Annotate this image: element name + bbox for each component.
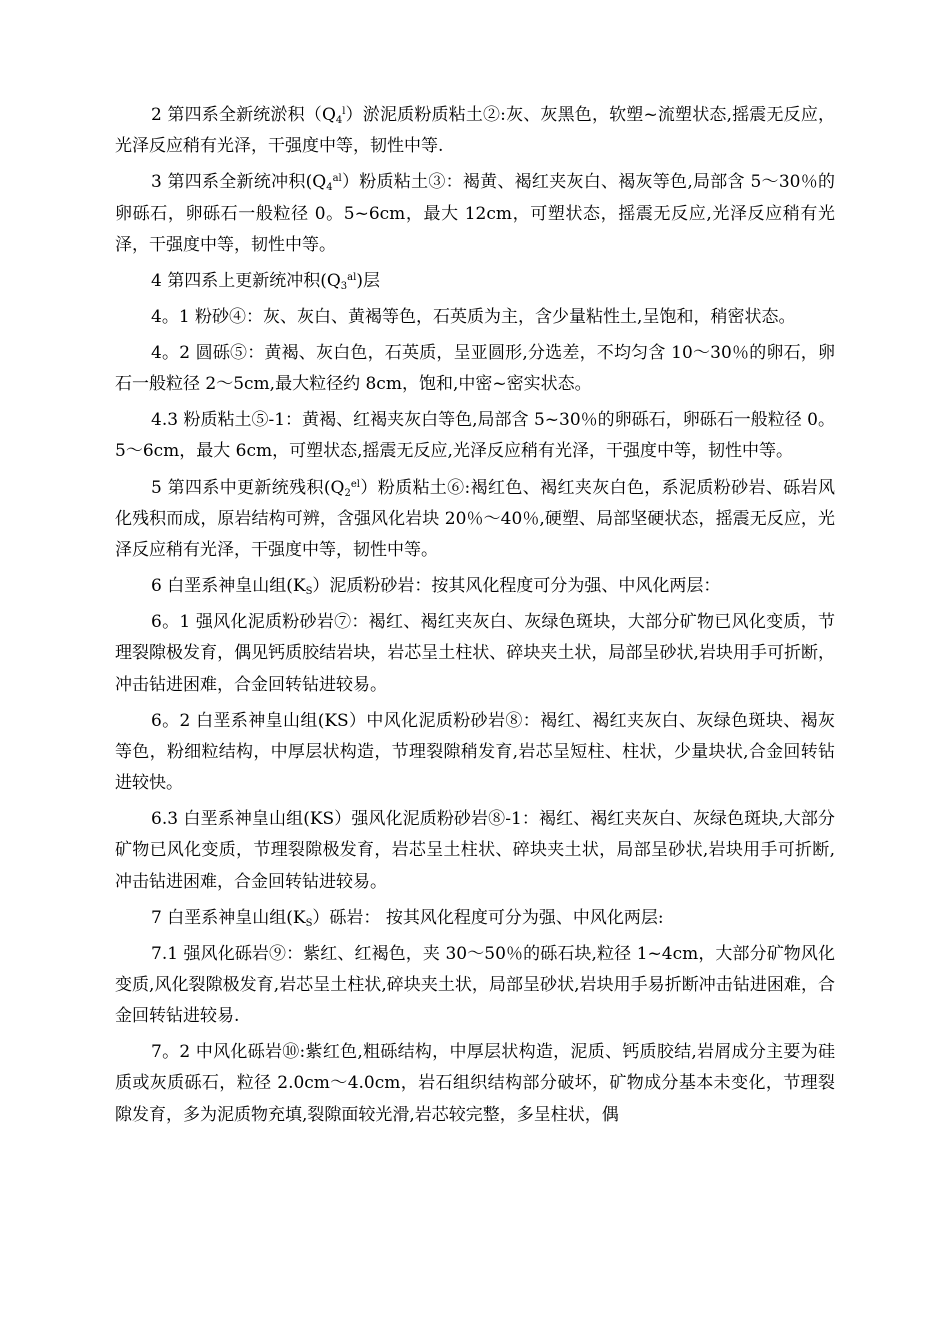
- paragraph-text: ）淤泥质粉质粘土②:灰、灰黑色，软塑~流塑状态,摇震无反应，光泽反应稍有光泽，干强度中等，韧性中等.: [115, 105, 835, 157]
- paragraph-text: 6 白垩系神皇山组(K: [151, 576, 306, 597]
- paragraph-text: 4 第四系上更新统冲积(Q: [151, 270, 341, 291]
- paragraph-holocene-silt-clay: [115, 100, 835, 162]
- paragraph-moderately-weathered-conglomerate: 7。2 中风化砾岩⑩:紫红色,粗砾结构，中厚层状构造，泥质、钙质胶结,岩屑成分主要为硅质或灰质砾石，粒径 2.0cm～4.0cm，岩石组织结构部分破坏，矿物成分基本未变化，节理裂隙发育，多为泥质物充填,裂隙面较光滑,岩芯较完整，多呈柱状，偶: [115, 1042, 835, 1125]
- paragraph-text: )层: [356, 270, 380, 291]
- paragraph-text: ）粉质粘土⑥:褐红色、褐红夹灰白色，系泥质粉砂岩、砾岩风化残积而成，原岩结构可辨，含强风化岩块 20％～40％,硬塑、局部坚硬状态，摇震无反应，光泽反应稍有光泽，干强度中等，韧性中等。: [115, 477, 835, 560]
- subscript: 3: [340, 280, 348, 292]
- paragraph-upper-pleistocene-heading: [115, 266, 835, 297]
- paragraph-text: 5 第四系中更新统残积(Q: [151, 477, 345, 498]
- paragraph-strongly-weathered-conglomerate: 7.1 强风化砾岩⑨：紫红、红褐色，夹 30～50％的砾石块,粒径 1~4cm，大部分矿物风化变质,风化裂隙极发育,岩芯呈土柱状,碎块夹土状，局部呈砂状,岩块用手易折断冲击钻进困难，合金回转钻进较易.: [115, 943, 835, 1027]
- paragraph-silty-sand: 4。1 粉砂④：灰、灰白、黄褐等色，石英质为主，含少量粘性土,呈饱和，稍密状态。: [151, 306, 796, 327]
- paragraph-round-gravel: 4。2 圆砾⑤：黄褐、灰白色，石英质，呈亚圆形,分选差，不均匀含 10～30％的卵石，卵石一般粒径 2～5cm,最大粒径约 8cm，饱和,中密~密实状态。: [115, 342, 835, 395]
- paragraph-holocene-alluvial-clay: [115, 167, 835, 261]
- superscript: al: [347, 271, 357, 283]
- paragraph-silty-clay-5-1: 4.3 粉质粘土⑤-1：黄褐、红褐夹灰白等色,局部含 5~30％的卵砾石，卵砾石一般粒径 0。5～6cm，最大 6cm，可塑状态,摇震无反应,光泽反应稍有光泽，干强度中等，韧性中等。: [115, 410, 835, 462]
- paragraph-cretaceous-siltstone-heading: [115, 571, 835, 602]
- paragraph-strongly-weathered-siltstone: 6。1 强风化泥质粉砂岩⑦：褐红、褐红夹灰白、灰绿色斑块，大部分矿物已风化变质，节理裂隙极发育，偶见钙质胶结岩块，岩芯呈土柱状、碎块夹土状，局部呈砂状,岩块用手可折断，冲击钻进困难，合金回转钻进较易。: [115, 612, 835, 695]
- superscript: el: [350, 478, 360, 490]
- paragraph-text: 7 白垩系神皇山组(K: [151, 907, 306, 928]
- subscript: 4: [335, 115, 343, 126]
- paragraph-moderately-weathered-siltstone: 6。2 白垩系神皇山组(KS）中风化泥质粉砂岩⑧：褐红、褐红夹灰白、灰绿色斑块、褐灰等色，粉细粒结构，中厚层状构造，节理裂隙稍发育,岩芯呈短柱、柱状，少量块状,合金回转钻进较快。: [115, 710, 835, 794]
- paragraph-text: ）砾岩： 按其风化程度可分为强、中风化两层:: [312, 907, 664, 928]
- paragraph-text: ）粉质粘土③：褐黄、褐红夹灰白、褐灰等色,局部含 5～30％的卵砾石，卵砾石一般粒径 0。5~6cm，最大 12cm，可塑状态，摇震无反应,光泽反应稍有光泽，干强度中等，韧性中等。: [115, 172, 835, 255]
- superscript: l: [342, 106, 346, 117]
- superscript: al: [332, 173, 342, 185]
- subscript: 4: [326, 182, 333, 194]
- subscript: S: [305, 586, 313, 598]
- paragraph-text: 2 第四系全新统淤积（Q: [151, 105, 336, 125]
- subscript: S: [305, 917, 313, 929]
- paragraph-text: 3 第四系全新统冲积(Q: [151, 172, 327, 193]
- paragraph-text: ）泥质粉砂岩：按其风化程度可分为强、中风化两层：: [312, 576, 721, 597]
- document-page: [115, 100, 835, 1136]
- paragraph-strongly-weathered-siltstone-8-1: 6.3 白垩系神皇山组(KS）强风化泥质粉砂岩⑧-1：褐红、褐红夹灰白、灰绿色斑块,大部分矿物已风化变质，节理裂隙极发育，岩芯呈土柱状、碎块夹土状，局部呈砂状,岩块用手可折断,冲击钻进困难，合金回转钻进较易。: [115, 809, 835, 892]
- paragraph-cretaceous-conglomerate-heading: [115, 903, 835, 934]
- subscript: 2: [344, 487, 351, 499]
- paragraph-middle-pleistocene-residual: [115, 473, 835, 567]
